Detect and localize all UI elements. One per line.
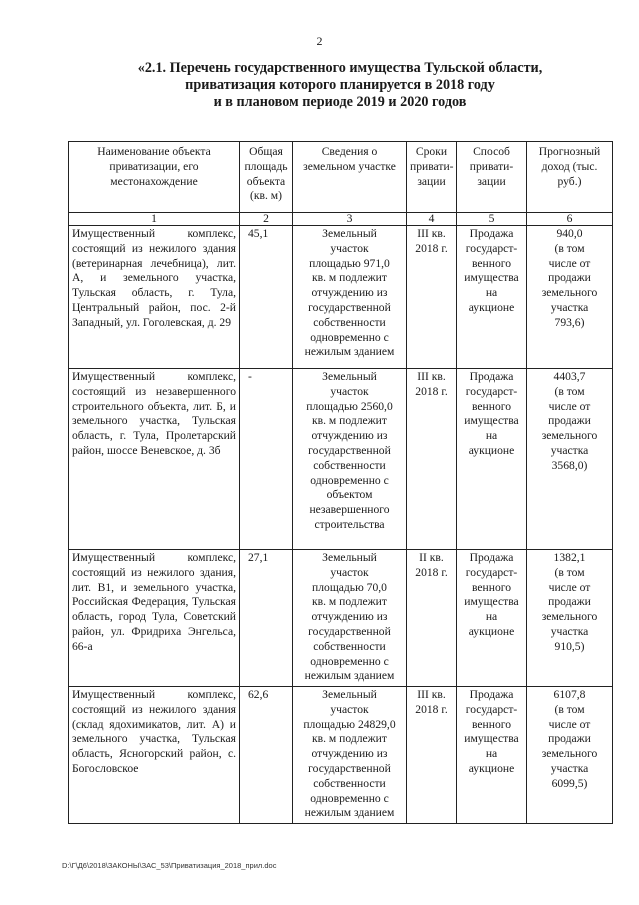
area-cell: - (240, 369, 293, 550)
header-forecast-income: Прогнозный доход (тыс. руб.) (527, 142, 613, 213)
column-number: 2 (240, 213, 293, 226)
land-plot-cell: Земельный участок площадью 971,0 кв. м подлежит отчуждению из государственной собственности одновременно с нежилым зданием (293, 226, 407, 369)
column-number: 4 (407, 213, 457, 226)
method-cell: Продажа государст- венного имущества на аукционе (457, 687, 527, 824)
table-row (69, 550, 613, 687)
term-cell: III кв. 2018 г. (407, 369, 457, 550)
object-name-cell: Имущественный комплекс, состоящий из нежилого здания, лит. В1, и земельного участка, Российская Федерация, Тульская область, город Тула, Советский район, ул. Фридриха Энгельса, 66-а (69, 550, 240, 687)
term-cell: III кв. 2018 г. (407, 226, 457, 369)
income-cell: 6107,8 (в том числе от продажи земельного участка 6099,5) (527, 687, 613, 824)
income-cell: 1382,1 (в том числе от продажи земельного участка 910,5) (527, 550, 613, 687)
area-cell: 27,1 (240, 550, 293, 687)
area-cell: 62,6 (240, 687, 293, 824)
area-cell: 45,1 (240, 226, 293, 369)
document-title (60, 60, 620, 111)
object-name-cell: Имущественный комплекс, состоящий из нежилого здания (ветеринарная лечебница), лит. А, и земельного участка, Тульская область, г. Тула, Центральный район, пос. 2-й Западный, ул. Гоголевская, д. 29 (69, 226, 240, 369)
income-cell: 940,0 (в том числе от продажи земельного участка 793,6) (527, 226, 613, 369)
income-cell: 4403,7 (в том числе от продажи земельного участка 3568,0) (527, 369, 613, 550)
column-number: 6 (527, 213, 613, 226)
table-row (69, 226, 613, 369)
table-row (69, 369, 613, 550)
term-cell: III кв. 2018 г. (407, 687, 457, 824)
object-name-cell: Имущественный комплекс, состоящий из нежилого здания (склад ядохимикатов, лит. А) и земельного участка, Тульская область, Ясногорский район, с. Богословское (69, 687, 240, 824)
table-row (69, 687, 613, 824)
land-plot-cell: Земельный участок площадью 2560,0 кв. м подлежит отчуждению из государственной собственности одновременно с объектом незавершенного строительства (293, 369, 407, 550)
table-header-row (69, 142, 613, 213)
method-cell: Продажа государст- венного имущества на аукционе (457, 550, 527, 687)
land-plot-cell: Земельный участок площадью 70,0 кв. м подлежит отчуждению из государственной собственности одновременно с нежилым зданием (293, 550, 407, 687)
page-number: 2 (316, 34, 323, 48)
header-total-area: Общая площадь объекта (кв. м) (240, 142, 293, 213)
privatization-property-table (68, 141, 613, 824)
title-line: приватизация которого планируется в 2018 году (185, 77, 495, 93)
column-number: 1 (69, 213, 240, 226)
header-object-name: Наименование объекта приватизации, его местонахождение (69, 142, 240, 213)
column-number: 5 (457, 213, 527, 226)
term-cell: II кв. 2018 г. (407, 550, 457, 687)
title-line: и в плановом периоде 2019 и 2020 годов (213, 94, 467, 110)
file-path-footer: D:\Г\Д6\2018\ЗАКОНЫ\ЗАС_53\Приватизация_2018_прил.doc (62, 861, 277, 870)
method-cell: Продажа государст- венного имущества на аукционе (457, 369, 527, 550)
method-cell: Продажа государст- венного имущества на аукционе (457, 226, 527, 369)
column-number-row (69, 213, 613, 226)
land-plot-cell: Земельный участок площадью 24829,0 кв. м подлежит отчуждению из государственной собственности одновременно с нежилым зданием (293, 687, 407, 824)
header-privatization-method: Способ привати-зации (457, 142, 527, 213)
header-privatization-term: Сроки привати-зации (407, 142, 457, 213)
object-name-cell: Имущественный комплекс, состоящий из незавершенного строительного объекта, лит. Б, и земельного участка, Тульская область, г. Тула, Пролетарский район, шоссе Веневское, д. 3б (69, 369, 240, 550)
header-land-plot-info: Сведения о земельном участке (293, 142, 407, 213)
column-number: 3 (293, 213, 407, 226)
title-line: «2.1. Перечень государственного имущества Тульской области, (137, 60, 543, 76)
